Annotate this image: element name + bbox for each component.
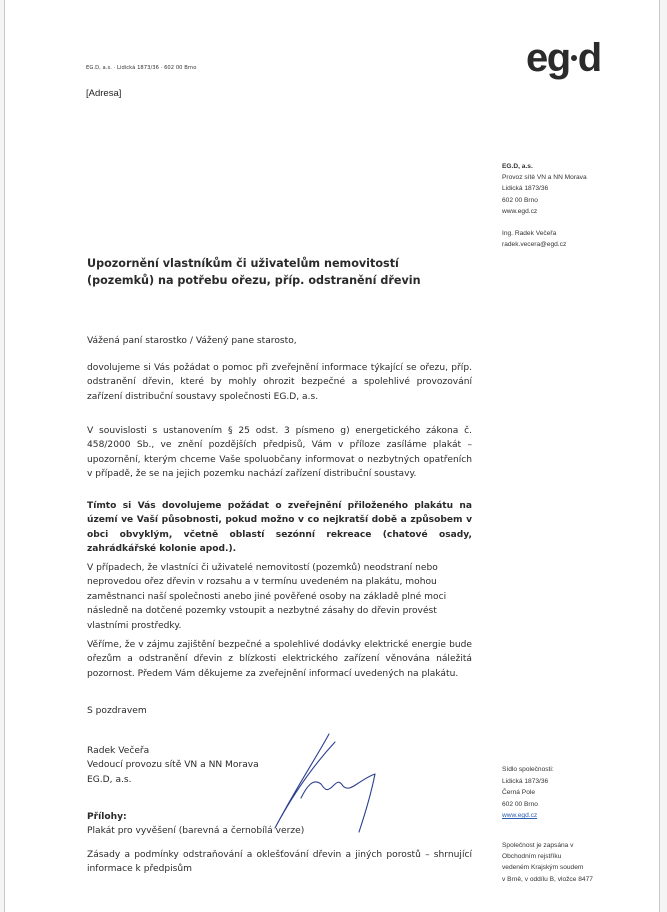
seat-street: Lidická 1873/36	[502, 777, 549, 785]
registry-block	[502, 840, 593, 885]
signatory-block	[87, 744, 259, 787]
paragraph: V případech, že vlastníci či uživatelé nemovitostí (pozemků) neodstraní nebo neprovedou ořez dřevin v rozsahu a v termínu uvedeném na plakátu, mohou zaměstnanci naší společnosti anebo jiné pověřené osoby na základě plné moci následně na dotčené pozemky vstoupit a nezbytné zásahy do dřevin provést vlastními prostředky.	[87, 563, 447, 631]
letter-page	[4, 0, 660, 912]
signatory-company: EG.D, a.s.	[87, 774, 132, 785]
contact-city: 602 00 Brno	[502, 196, 538, 204]
contact-block	[502, 161, 587, 250]
attachment-item: Plakát pro vyvěšení (barevná a černobílá verze)	[87, 826, 305, 836]
registry-line: Obchodním rejstříku	[502, 853, 562, 861]
sender-line: EG.D, a.s. · Lidická 1873/36 · 602 00 Brno	[86, 65, 197, 71]
paragraph: V souvislosti s ustanovením § 25 odst. 3 písmeno g) energetického zákona č. 458/2000 Sb., ve znění pozdějších předpisů, Vám v příloze zasíláme plakát – upozornění, kterým chceme Vaše spoluobčany informovat o nezbytných opatřeních v případě, že se na jejich pozemku nachází zařízení distribuční soustavy.	[87, 426, 472, 480]
egd-logo	[526, 38, 601, 78]
logo-text-left: eg	[526, 36, 570, 80]
contact-person: Ing. Radek Večeřa	[502, 230, 557, 238]
signatory-position: Vedoucí provozu sítě VN a NN Morava	[87, 760, 259, 771]
logo-text-right: d	[577, 36, 601, 80]
salutation: Vážená paní starostko / Vážený pane starosto,	[87, 336, 297, 346]
closing: S pozdravem	[87, 706, 147, 716]
registry-line: Společnost je zapsána v	[502, 842, 574, 849]
registry-line: vedeném Krajským soudem	[502, 864, 584, 872]
attachment-item: Zásady a podmínky odstraňování a oklešťování dřevin a jiných porostů – shrnující informace k předpisům	[87, 850, 472, 875]
seat-city: 602 00 Brno	[502, 800, 538, 808]
paragraph-bold-request: Tímto si Vás dovolujeme požádat o zveřejnění přiloženého plakátu na území ve Vaší působnosti, pokud možno v co nejkratší době a způsobem v obci obvyklým, včetně oblastí sezónní rekreace (chatové osady, zahrádkářské kolonie apod.).	[87, 501, 472, 555]
logo-dot-icon	[571, 55, 577, 61]
contact-company: EG.D, a.s.	[502, 163, 533, 170]
paragraph: dovolujeme si Vás požádat o pomoc při zveřejnění informace týkající se ořezu, příp. odstranění dřevin, které by mohly ohrozit bezpečné a spolehlivé provozování zařízení distribuční soustavy společnosti EG.D, a.s.	[87, 363, 472, 402]
contact-web: www.egd.cz	[502, 207, 538, 215]
contact-department: Provoz sítě VN a NN Morava	[502, 174, 587, 182]
seat-label: Sídlo společnosti:	[502, 766, 554, 773]
seat-district: Černá Pole	[502, 789, 535, 797]
contact-street: Lidická 1873/36	[502, 185, 549, 193]
registry-line: v Brně, v oddílu B, vložce 8477	[502, 875, 593, 883]
contact-email: radek.vecera@egd.cz	[502, 241, 567, 249]
handwritten-signature	[261, 728, 401, 838]
paragraph: Věříme, že v zájmu zajištění bezpečné a spolehlivé dodávky elektrické energie bude ořezům a odstranění dřevin z blízkosti elektrického zařízení věnována náležitá pozornost. Předem Vám děkujeme za zveřejnění informací uvedených na plakátu.	[87, 640, 472, 679]
seat-web-link[interactable]: www.egd.cz	[502, 812, 538, 820]
company-seat-block	[502, 764, 554, 822]
attachments-title: Přílohy:	[87, 812, 127, 822]
address-placeholder: [Adresa]	[86, 88, 122, 99]
letter-title: Upozornění vlastníkům či uživatelům nemovitostí (pozemků) na potřebu ořezu, příp. odstranění dřevin	[87, 257, 421, 287]
signatory-name: Radek Večeřa	[87, 746, 150, 756]
